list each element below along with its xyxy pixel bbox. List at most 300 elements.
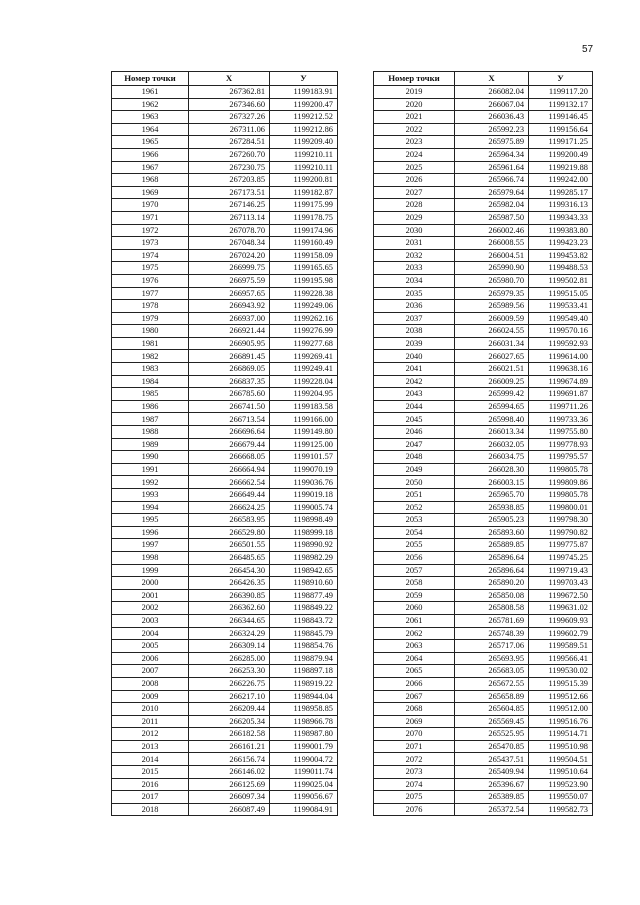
table-row (112, 766, 338, 779)
table-row (374, 350, 593, 363)
cell-y: 1199166.00 (270, 413, 338, 426)
cell-y: 1199209.40 (270, 136, 338, 149)
cell-x: 265396.67 (455, 778, 529, 791)
table-row (374, 501, 593, 514)
cell-x: 266957.65 (189, 287, 270, 300)
table-row (112, 602, 338, 615)
table-row (112, 312, 338, 325)
cell-y: 1199805.78 (529, 489, 593, 502)
table-row (112, 690, 338, 703)
cell-x: 266226.75 (189, 677, 270, 690)
table-row (374, 577, 593, 590)
cell-x: 267146.25 (189, 199, 270, 212)
cell-y: 1199672.50 (529, 589, 593, 602)
cell-x: 266009.59 (455, 312, 529, 325)
cell-x: 265979.35 (455, 287, 529, 300)
cell-point-number: 1994 (112, 501, 189, 514)
cell-point-number: 2026 (374, 174, 455, 187)
table-row (112, 577, 338, 590)
cell-y: 1199745.25 (529, 551, 593, 564)
table-row (112, 778, 338, 791)
cell-point-number: 2053 (374, 514, 455, 527)
cell-x: 266741.50 (189, 400, 270, 413)
cell-x: 266999.75 (189, 262, 270, 275)
table-row (112, 652, 338, 665)
table-row (374, 325, 593, 338)
cell-y: 1199775.87 (529, 539, 593, 552)
cell-point-number: 1973 (112, 237, 189, 250)
cell-point-number: 2070 (374, 728, 455, 741)
cell-point-number: 2061 (374, 614, 455, 627)
cell-x: 266454.30 (189, 564, 270, 577)
cell-x: 267284.51 (189, 136, 270, 149)
table-row (374, 778, 593, 791)
table-row (112, 363, 338, 376)
cell-x: 265990.90 (455, 262, 529, 275)
cell-x: 266009.25 (455, 375, 529, 388)
cell-point-number: 2063 (374, 640, 455, 653)
cell-point-number: 1966 (112, 148, 189, 161)
cell-x: 265781.69 (455, 614, 529, 627)
cell-y: 1198879.94 (270, 652, 338, 665)
table-row (374, 677, 593, 690)
cell-x: 266024.55 (455, 325, 529, 338)
table-header-row (112, 72, 338, 86)
cell-y: 1199510.98 (529, 740, 593, 753)
coordinates-table-right (373, 71, 593, 816)
cell-x: 265896.64 (455, 564, 529, 577)
cell-y: 1199798.30 (529, 514, 593, 527)
cell-point-number: 2003 (112, 614, 189, 627)
cell-point-number: 2033 (374, 262, 455, 275)
cell-x: 266008.55 (455, 237, 529, 250)
cell-point-number: 2068 (374, 703, 455, 716)
cell-point-number: 2016 (112, 778, 189, 791)
cell-point-number: 2043 (374, 388, 455, 401)
header-point-number: Номер точки (112, 72, 189, 86)
cell-y: 1199219.88 (529, 161, 593, 174)
cell-y: 1199512.00 (529, 703, 593, 716)
cell-y: 1199530.02 (529, 665, 593, 678)
table-row (374, 86, 593, 99)
cell-y: 1199566.41 (529, 652, 593, 665)
table-row (112, 640, 338, 653)
cell-y: 1199805.78 (529, 463, 593, 476)
table-row (374, 489, 593, 502)
table-row (374, 564, 593, 577)
cell-y: 1199778.93 (529, 438, 593, 451)
cell-y: 1199210.11 (270, 161, 338, 174)
table-row (374, 665, 593, 678)
table-row (374, 136, 593, 149)
cell-x: 266013.34 (455, 426, 529, 439)
table-row (112, 501, 338, 514)
table-row (374, 174, 593, 187)
cell-point-number: 2034 (374, 274, 455, 287)
cell-x: 265850.08 (455, 589, 529, 602)
cell-point-number: 1984 (112, 375, 189, 388)
header-y: У (270, 72, 338, 86)
cell-x: 266921.44 (189, 325, 270, 338)
cell-point-number: 1995 (112, 514, 189, 527)
cell-x: 267113.14 (189, 211, 270, 224)
cell-point-number: 1991 (112, 463, 189, 476)
table-row (112, 86, 338, 99)
cell-point-number: 2021 (374, 111, 455, 124)
cell-y: 1199084.91 (270, 803, 338, 816)
cell-y: 1199200.81 (270, 174, 338, 187)
cell-y: 1199125.00 (270, 438, 338, 451)
table-row (112, 589, 338, 602)
cell-x: 265980.70 (455, 274, 529, 287)
cell-x: 265998.40 (455, 413, 529, 426)
cell-x: 266679.44 (189, 438, 270, 451)
cell-y: 1198966.78 (270, 715, 338, 728)
table-row (112, 614, 338, 627)
table-row (112, 249, 338, 262)
cell-x: 266253.30 (189, 665, 270, 678)
cell-y: 1199070.19 (270, 463, 338, 476)
table-row (112, 539, 338, 552)
cell-x: 266161.21 (189, 740, 270, 753)
cell-point-number: 2041 (374, 363, 455, 376)
table-row (374, 123, 593, 136)
cell-y: 1199515.39 (529, 677, 593, 690)
cell-point-number: 1970 (112, 199, 189, 212)
cell-x: 267311.06 (189, 123, 270, 136)
cell-point-number: 2007 (112, 665, 189, 678)
cell-y: 1199171.25 (529, 136, 593, 149)
cell-x: 265982.04 (455, 199, 529, 212)
table-row (374, 640, 593, 653)
cell-x: 267346.60 (189, 98, 270, 111)
table-row (112, 413, 338, 426)
cell-y: 1198942.65 (270, 564, 338, 577)
table-row (374, 627, 593, 640)
cell-point-number: 2056 (374, 551, 455, 564)
header-x: X (189, 72, 270, 86)
cell-y: 1199242.00 (529, 174, 593, 187)
table-row (112, 136, 338, 149)
cell-point-number: 2023 (374, 136, 455, 149)
cell-y: 1199174.96 (270, 224, 338, 237)
table-row (112, 715, 338, 728)
cell-point-number: 2051 (374, 489, 455, 502)
table-row (112, 237, 338, 250)
cell-x: 267327.26 (189, 111, 270, 124)
cell-point-number: 2067 (374, 690, 455, 703)
cell-point-number: 2046 (374, 426, 455, 439)
table-row (112, 728, 338, 741)
cell-point-number: 2049 (374, 463, 455, 476)
cell-x: 266027.65 (455, 350, 529, 363)
cell-x: 266034.75 (455, 451, 529, 464)
cell-y: 1199515.05 (529, 287, 593, 300)
cell-y: 1199800.01 (529, 501, 593, 514)
cell-x: 265987.50 (455, 211, 529, 224)
table-row (374, 514, 593, 527)
cell-x: 266501.55 (189, 539, 270, 552)
cell-x: 267203.85 (189, 174, 270, 187)
cell-point-number: 2062 (374, 627, 455, 640)
cell-y: 1199502.81 (529, 274, 593, 287)
header-x: X (455, 72, 529, 86)
cell-x: 266649.44 (189, 489, 270, 502)
table-row (374, 199, 593, 212)
cell-y: 1199674.89 (529, 375, 593, 388)
cell-x: 266390.85 (189, 589, 270, 602)
cell-point-number: 2001 (112, 589, 189, 602)
cell-x: 265890.20 (455, 577, 529, 590)
cell-y: 1199262.16 (270, 312, 338, 325)
cell-x: 266087.49 (189, 803, 270, 816)
cell-point-number: 1982 (112, 350, 189, 363)
cell-x: 266067.04 (455, 98, 529, 111)
cell-point-number: 2020 (374, 98, 455, 111)
cell-point-number: 1964 (112, 123, 189, 136)
table-row (112, 325, 338, 338)
table-row (112, 564, 338, 577)
cell-point-number: 1978 (112, 300, 189, 313)
cell-y: 1199132.17 (529, 98, 593, 111)
table-row (374, 111, 593, 124)
cell-point-number: 2057 (374, 564, 455, 577)
cell-y: 1199711.26 (529, 400, 593, 413)
cell-x: 265966.74 (455, 174, 529, 187)
cell-x: 267048.34 (189, 237, 270, 250)
cell-x: 266004.51 (455, 249, 529, 262)
cell-point-number: 1965 (112, 136, 189, 149)
cell-point-number: 2004 (112, 627, 189, 640)
cell-point-number: 2048 (374, 451, 455, 464)
cell-y: 1199183.58 (270, 400, 338, 413)
cell-y: 1199212.86 (270, 123, 338, 136)
cell-y: 1199512.66 (529, 690, 593, 703)
table-row (374, 690, 593, 703)
cell-x: 266217.10 (189, 690, 270, 703)
cell-y: 1199195.98 (270, 274, 338, 287)
cell-point-number: 1992 (112, 476, 189, 489)
cell-y: 1199550.07 (529, 791, 593, 804)
cell-point-number: 2019 (374, 86, 455, 99)
table-row (112, 451, 338, 464)
cell-x: 266426.35 (189, 577, 270, 590)
cell-y: 1199638.16 (529, 363, 593, 376)
cell-point-number: 2012 (112, 728, 189, 741)
cell-point-number: 1988 (112, 426, 189, 439)
cell-x: 265658.89 (455, 690, 529, 703)
cell-y: 1199549.40 (529, 312, 593, 325)
table-row (374, 287, 593, 300)
cell-y: 1198877.49 (270, 589, 338, 602)
cell-y: 1199200.47 (270, 98, 338, 111)
cell-x: 265604.85 (455, 703, 529, 716)
cell-point-number: 2014 (112, 753, 189, 766)
cell-point-number: 1993 (112, 489, 189, 502)
cell-y: 1198910.60 (270, 577, 338, 590)
table-row (112, 375, 338, 388)
table-row (374, 413, 593, 426)
cell-point-number: 2032 (374, 249, 455, 262)
cell-point-number: 2059 (374, 589, 455, 602)
cell-x: 267260.70 (189, 148, 270, 161)
cell-x: 265893.60 (455, 526, 529, 539)
cell-point-number: 2071 (374, 740, 455, 753)
table-row (112, 400, 338, 413)
cell-y: 1199602.79 (529, 627, 593, 640)
header-y: У (529, 72, 593, 86)
cell-x: 265672.55 (455, 677, 529, 690)
cell-x: 266668.05 (189, 451, 270, 464)
table-row (374, 161, 593, 174)
cell-y: 1199249.41 (270, 363, 338, 376)
cell-point-number: 2066 (374, 677, 455, 690)
cell-y: 1199755.80 (529, 426, 593, 439)
cell-point-number: 2064 (374, 652, 455, 665)
table-row (112, 551, 338, 564)
cell-y: 1199165.65 (270, 262, 338, 275)
cell-y: 1199609.93 (529, 614, 593, 627)
cell-point-number: 1977 (112, 287, 189, 300)
cell-x: 266937.00 (189, 312, 270, 325)
cell-x: 265975.89 (455, 136, 529, 149)
table-row (374, 388, 593, 401)
cell-y: 1199733.36 (529, 413, 593, 426)
table-row (374, 551, 593, 564)
cell-x: 265409.94 (455, 766, 529, 779)
table-row (112, 274, 338, 287)
cell-point-number: 2022 (374, 123, 455, 136)
cell-point-number: 1961 (112, 86, 189, 99)
table-row (374, 375, 593, 388)
cell-y: 1199316.13 (529, 199, 593, 212)
cell-y: 1199101.57 (270, 451, 338, 464)
cell-point-number: 1969 (112, 186, 189, 199)
cell-x: 266583.95 (189, 514, 270, 527)
cell-y: 1198944.04 (270, 690, 338, 703)
table-row (374, 337, 593, 350)
table-row (374, 400, 593, 413)
table-row (112, 677, 338, 690)
table-row (374, 476, 593, 489)
cell-point-number: 2072 (374, 753, 455, 766)
cell-point-number: 2005 (112, 640, 189, 653)
cell-point-number: 2076 (374, 803, 455, 816)
table-row (112, 665, 338, 678)
table-row (112, 287, 338, 300)
cell-x: 265470.85 (455, 740, 529, 753)
cell-x: 266905.95 (189, 337, 270, 350)
cell-point-number: 1979 (112, 312, 189, 325)
cell-y: 1198999.18 (270, 526, 338, 539)
cell-y: 1198845.79 (270, 627, 338, 640)
table-row (112, 337, 338, 350)
cell-point-number: 1974 (112, 249, 189, 262)
table-row (112, 740, 338, 753)
cell-x: 266485.65 (189, 551, 270, 564)
cell-point-number: 2044 (374, 400, 455, 413)
cell-y: 1199719.43 (529, 564, 593, 577)
table-row (374, 237, 593, 250)
table-row (374, 438, 593, 451)
table-row (374, 740, 593, 753)
cell-x: 266031.34 (455, 337, 529, 350)
cell-x: 266696.64 (189, 426, 270, 439)
cell-y: 1198958.85 (270, 703, 338, 716)
table-row (374, 148, 593, 161)
cell-point-number: 2028 (374, 199, 455, 212)
cell-y: 1199582.73 (529, 803, 593, 816)
cell-point-number: 2027 (374, 186, 455, 199)
cell-x: 265683.05 (455, 665, 529, 678)
cell-x: 266624.25 (189, 501, 270, 514)
table-row (374, 312, 593, 325)
cell-y: 1199277.68 (270, 337, 338, 350)
cell-x: 266309.14 (189, 640, 270, 653)
cell-y: 1198854.76 (270, 640, 338, 653)
cell-y: 1199516.76 (529, 715, 593, 728)
table-row (374, 274, 593, 287)
cell-x: 265896.64 (455, 551, 529, 564)
cell-point-number: 2060 (374, 602, 455, 615)
cell-x: 266036.43 (455, 111, 529, 124)
cell-point-number: 1990 (112, 451, 189, 464)
cell-point-number: 2030 (374, 224, 455, 237)
table-row (112, 388, 338, 401)
cell-x: 266285.00 (189, 652, 270, 665)
header-point-number: Номер точки (374, 72, 455, 86)
cell-y: 1199056.67 (270, 791, 338, 804)
cell-y: 1198990.92 (270, 539, 338, 552)
table-row (112, 438, 338, 451)
cell-y: 1199146.45 (529, 111, 593, 124)
cell-point-number: 2025 (374, 161, 455, 174)
cell-x: 266209.44 (189, 703, 270, 716)
table-row (112, 199, 338, 212)
cell-y: 1199631.02 (529, 602, 593, 615)
cell-point-number: 2075 (374, 791, 455, 804)
table-row (374, 526, 593, 539)
cell-point-number: 2045 (374, 413, 455, 426)
cell-point-number: 2031 (374, 237, 455, 250)
cell-point-number: 2069 (374, 715, 455, 728)
cell-y: 1199488.53 (529, 262, 593, 275)
cell-y: 1199285.17 (529, 186, 593, 199)
cell-y: 1199228.38 (270, 287, 338, 300)
cell-x: 266205.34 (189, 715, 270, 728)
table-row (112, 476, 338, 489)
cell-x: 266344.65 (189, 614, 270, 627)
cell-point-number: 2002 (112, 602, 189, 615)
cell-x: 265693.95 (455, 652, 529, 665)
cell-x: 265808.58 (455, 602, 529, 615)
cell-y: 1199592.93 (529, 337, 593, 350)
cell-x: 266097.34 (189, 791, 270, 804)
cell-y: 1198982.29 (270, 551, 338, 564)
table-row (112, 98, 338, 111)
table-row (374, 426, 593, 439)
cell-point-number: 1980 (112, 325, 189, 338)
cell-point-number: 2038 (374, 325, 455, 338)
cell-x: 265979.64 (455, 186, 529, 199)
cell-x: 266664.94 (189, 463, 270, 476)
table-row (374, 652, 593, 665)
cell-y: 1199504.51 (529, 753, 593, 766)
cell-y: 1199795.57 (529, 451, 593, 464)
cell-y: 1199019.18 (270, 489, 338, 502)
cell-point-number: 1985 (112, 388, 189, 401)
cell-point-number: 2010 (112, 703, 189, 716)
